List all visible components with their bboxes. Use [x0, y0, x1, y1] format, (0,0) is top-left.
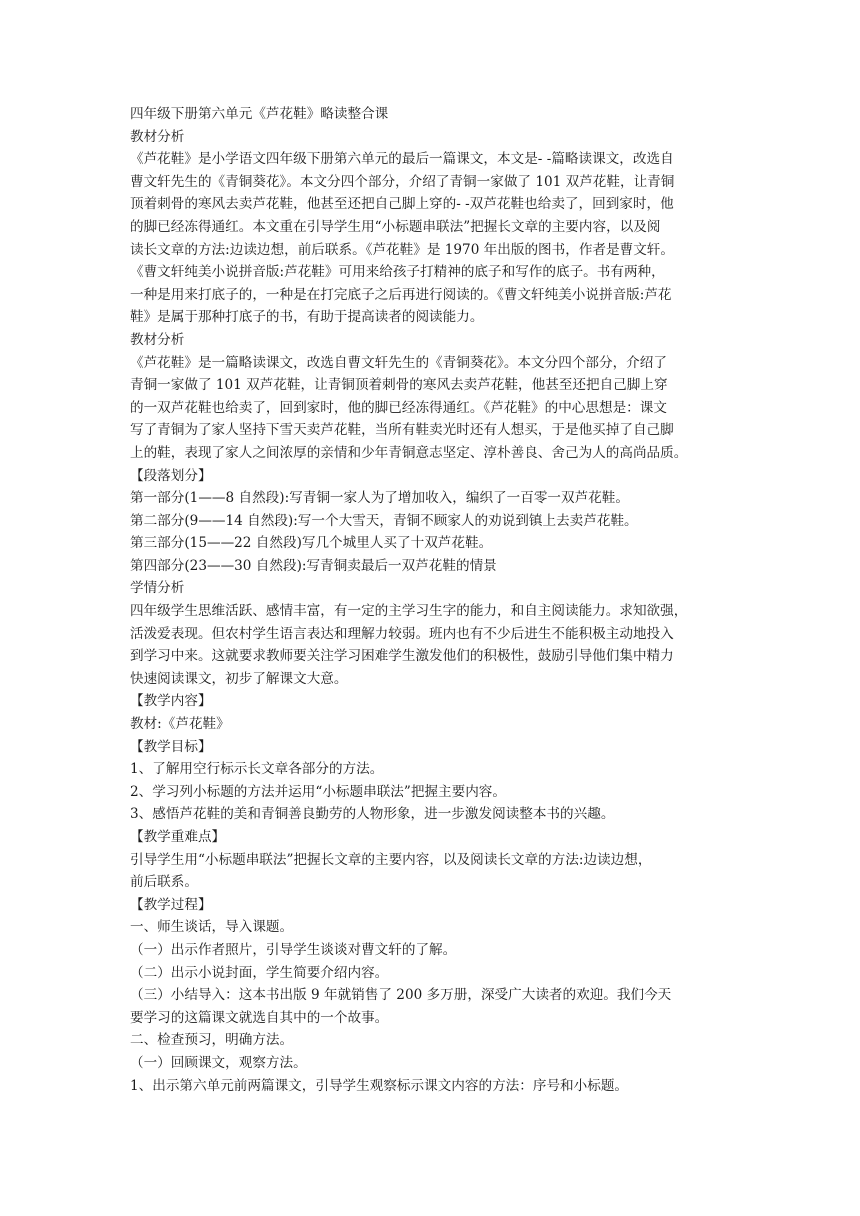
text-line: 写了青铜为了家人坚持下雪天卖芦花鞋，当所有鞋卖光时还有人想买，于是他买掉了自己脚 — [130, 422, 674, 439]
text-line: 引导学生用“小标题串联法”把握长文章的主要内容，以及阅读长文章的方法:边读边想， — [130, 851, 652, 868]
text-line: 上的鞋，表现了家人之间浓厚的亲情和少年青铜意志坚定、淳朴善良、舍己为人的高尚品质。 — [130, 444, 688, 461]
text-line: （三）小结导入：这本书出版 9 年就销售了 200 多万册，深受广大读者的欢迎。我们今天 — [130, 987, 672, 1004]
text-line: 2、学习列小标题的方法并运用“小标题串联法”把握主要内容。 — [130, 783, 506, 800]
text-line: 1、了解用空行标示长文章各部分的方法。 — [130, 761, 384, 778]
section-heading: 【教学目标】 — [130, 738, 212, 755]
doc-title: 四年级下册第六单元《芦花鞋》略读整合课 — [130, 106, 389, 122]
text-line: （一）回顾课文，观察方法。 — [130, 1054, 307, 1071]
text-line: 一种是用来打底子的，一种是在打完底子之后再进行阅读的。《曹文轩纯美小说拼音版:芦花 — [130, 286, 672, 303]
text-line: 第四部分(23——30 自然段):写青铜卖最后一双芦花鞋的情景 — [130, 557, 497, 574]
section-heading: 【段落划分】 — [130, 467, 212, 484]
text-line: 1、出示第六单元前两篇课文，引导学生观察标示课文内容的方法：序号和小标题。 — [130, 1077, 629, 1094]
section-heading: 教材分析 — [130, 331, 185, 348]
text-line: 到学习中来。这就要求教师要关注学习困难学生激发他们的积极性，鼓励引导他们集中精力 — [130, 648, 674, 665]
section-heading: 【教学过程】 — [130, 896, 212, 913]
text-line: 第二部分(9——14 自然段):写一个大雪天，青铜不顾家人的劝说到镇上去卖芦花鞋。 — [130, 512, 638, 529]
text-line: 读长文章的方法:边读边想，前后联系。《芦花鞋》是 1970 年出版的图书，作者是曹文轩。 — [130, 241, 674, 258]
text-line: （一）出示作者照片，引导学生谈谈对曹文轩的了解。 — [130, 941, 457, 958]
document-page — [130, 103, 750, 1097]
text-line: 四年级学生思维活跃、感情丰富，有一定的主学习生字的能力，和自主阅读能力。求知欲强， — [130, 603, 688, 620]
text-line: 的脚已经冻得通红。本文重在引导学生用“小标题串联法”把握长文章的主要内容，以及阅 — [130, 218, 661, 235]
text-line: 3、感悟芦花鞋的美和青铜善良勤劳的人物形象，进一步激发阅读整本书的兴趣。 — [130, 806, 615, 823]
text-line: 前后联系。 — [130, 874, 198, 891]
text-line: 鞋》是属于那种打底子的书，有助于提高读者的阅读能力。 — [130, 309, 484, 326]
text-line: 活泼爱表现。但农村学生语言表达和理解力较弱。班内也有不少后进生不能积极主动地投入 — [130, 625, 674, 642]
text-line: 教材:《芦花鞋》 — [130, 716, 230, 733]
section-heading: 【教学内容】 — [130, 693, 212, 710]
text-line: 曹文轩先生的《青铜葵花》。本文分四个部分，介绍了青铜一家做了 101 双芦花鞋，让青铜 — [130, 173, 675, 190]
text-line: 《芦花鞋》是小学语文四年级下册第六单元的最后一篇课文，本文是- -篇略读课文，改选自 — [130, 151, 674, 168]
section-heading: 【教学重难点】 — [130, 829, 226, 845]
text-line: 第一部分(1——8 自然段):写青铜一家人为了增加收入，编织了一百零一双芦花鞋。 — [130, 490, 629, 507]
text-line: 《芦花鞋》是一篇略读课文，改选自曹文轩先生的《青铜葵花》。本文分四个部分，介绍了 — [130, 354, 667, 371]
text-line: （二）出示小说封面，学生简要介绍内容。 — [130, 964, 389, 981]
text-line: 一、师生谈话，导入课题。 — [130, 919, 294, 936]
text-line: 二、检查预习，明确方法。 — [130, 1032, 294, 1049]
text-line: 第三部分(15——22 自然段)写几个城里人买了十双芦花鞋。 — [130, 535, 493, 552]
text-line: 快速阅读课文，初步了解课文大意。 — [130, 670, 348, 687]
section-heading: 学情分析 — [130, 580, 185, 597]
text-line: 青铜一家做了 101 双芦花鞋，让青铜顶着刺骨的寒风去卖芦花鞋，他甚至还把自己脚上穿 — [130, 377, 668, 394]
text-line: 要学习的这篇课文就选自其中的一个故事。 — [130, 1009, 389, 1026]
text-line: 的一双芦花鞋也给卖了，回到家时，他的脚已经冻得通红。《芦花鞋》的中心思想是：课文 — [130, 399, 667, 416]
text-line: 《曹文轩纯美小说拼音版:芦花鞋》可用来给孩子打精神的底子和写作的底子。书有两种， — [130, 264, 665, 281]
text-line: 顶着刺骨的寒风去卖芦花鞋，他甚至还把自己脚上穿的- -双芦花鞋也给卖了，回到家时，他 — [130, 196, 674, 213]
section-heading: 教材分析 — [130, 128, 185, 145]
